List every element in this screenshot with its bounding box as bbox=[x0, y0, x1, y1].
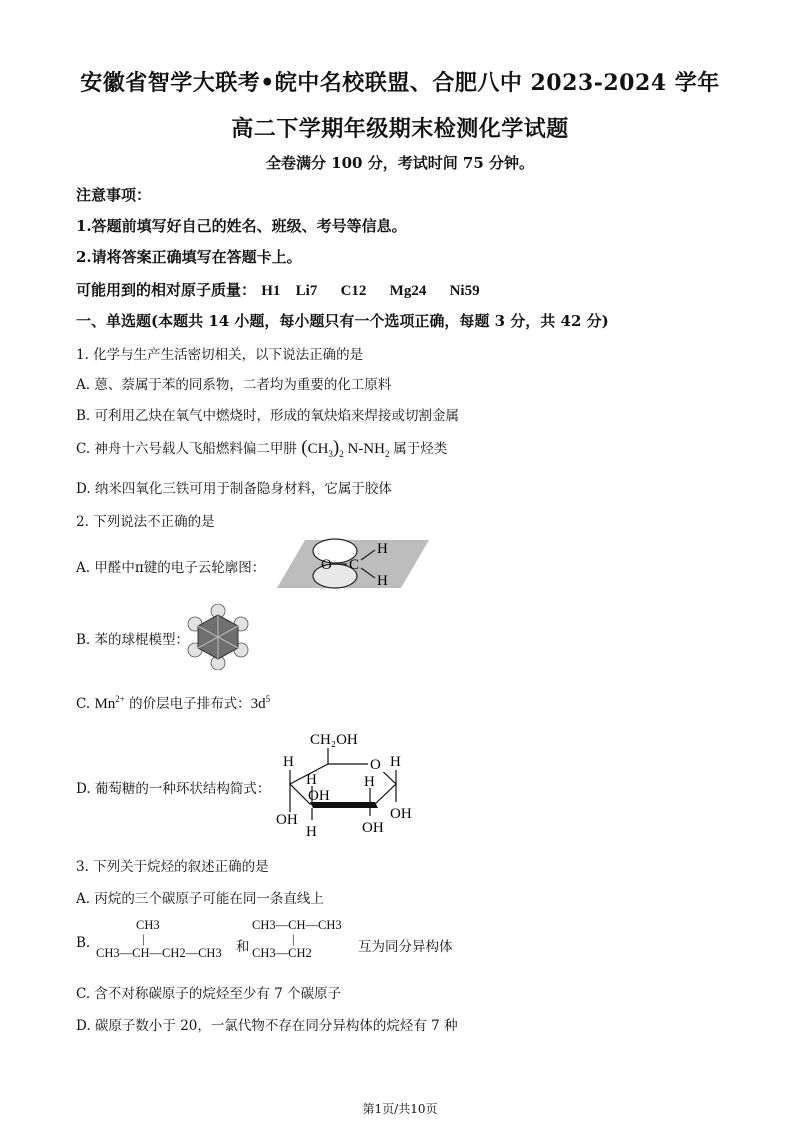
electron-config: $3d^5$ bbox=[250, 694, 271, 712]
atomic-mass-h: H1 bbox=[261, 283, 281, 299]
label-h-c3: H bbox=[306, 772, 317, 788]
label-oh-c4: OH bbox=[276, 812, 298, 828]
q1-stem: 1. 化学与生产生活密切相关，以下说法正确的是 bbox=[76, 347, 364, 363]
q1-option-c bbox=[76, 437, 447, 459]
q1-option-b: B. 可利用乙炔在氧气中燃烧时，形成的氧炔焰来焊接或切割金属 bbox=[76, 408, 460, 424]
q2-option-a: A. 甲醛中π键的电子云轮廓图： bbox=[76, 560, 266, 576]
q3-option-b-and: 和 bbox=[236, 939, 250, 955]
label-oh-c1: OH bbox=[390, 806, 412, 822]
q1-option-a: A. 蒽、萘属于苯的同系物，二者均为重要的化工原料 bbox=[76, 377, 392, 393]
q2-option-b: B. 苯的球棍模型： bbox=[76, 632, 190, 648]
exam-title-line1: 安徽省智学大联考•皖中名校联盟、合肥八中 2023-2024 学年 bbox=[80, 70, 720, 96]
atom-c: C bbox=[349, 557, 360, 573]
q3-option-b-suffix: 互为同分异构体 bbox=[358, 939, 453, 955]
label-h-c4: H bbox=[283, 754, 294, 770]
q3-stem: 3. 下列关于烷烃的叙述正确的是 bbox=[76, 859, 269, 875]
atomic-mass-c: C12 bbox=[340, 283, 367, 299]
atomic-mass-li: Li7 bbox=[295, 283, 318, 299]
atomic-mass-line bbox=[76, 279, 480, 300]
q1-option-d: D. 纳米四氧化三铁可用于制备隐身材料，它属于胶体 bbox=[76, 481, 392, 497]
page-footer: 第1页/共10页 bbox=[362, 1102, 438, 1116]
label-h-c1: H bbox=[390, 754, 401, 770]
q3-molecule-1: CH3 | CH3—CH—CH2—CH3 bbox=[96, 918, 222, 960]
q2-option-c: C. $Mn^{2+}$ 的价层电子排布式：$3d^5$ bbox=[76, 694, 271, 712]
atom-o: O bbox=[321, 557, 332, 573]
atom-h-top: H bbox=[377, 541, 388, 557]
section-heading: 一、单选题(本题共 14 小题，每小题只有一个选项正确，每题 3 分，共 42 分) bbox=[76, 312, 609, 330]
q3-option-b-prefix: B. bbox=[76, 935, 91, 951]
label-ch2oh: CH₂OH bbox=[310, 732, 358, 748]
label-oh-c2: OH bbox=[362, 820, 384, 836]
atomic-mass-ni: Ni59 bbox=[449, 283, 480, 299]
q2-stem: 2. 下列说法不正确的是 bbox=[76, 514, 215, 530]
atomic-mass-label: 可能用到的相对原子质量： bbox=[76, 281, 257, 299]
label-h-c3-lower: H bbox=[306, 824, 317, 840]
mn-ion: $Mn^{2+}$ bbox=[94, 694, 125, 712]
notes-item-2: 2.请将答案正确填写在答题卡上。 bbox=[76, 248, 302, 266]
q3-option-d: D. 碳原子数小于 20，一氯代物不存在同分异构体的烷烃有 7 种 bbox=[76, 1018, 458, 1034]
glucose-ring-structure bbox=[270, 726, 430, 844]
q3-option-a: A. 丙烷的三个碳原子可能在同一条直线上 bbox=[76, 891, 324, 907]
label-h-c2: H bbox=[364, 774, 375, 790]
benzene-ball-stick-model bbox=[184, 604, 252, 670]
label-oh-c3: OH bbox=[308, 788, 330, 804]
notes-heading: 注意事项： bbox=[76, 186, 152, 204]
q2-option-d: D. 葡萄糖的一种环状结构简式： bbox=[76, 781, 271, 797]
q1-option-c-formula: $(CH_3)_2$ $N-NH_2$ bbox=[301, 437, 390, 459]
q3-molecule-2: CH3—CH—CH3 | CH3—CH2 bbox=[252, 918, 342, 960]
exam-title-line2: 高二下学期年级期末检测化学试题 bbox=[231, 116, 569, 142]
formaldehyde-pi-bond-diagram bbox=[275, 534, 435, 594]
q1-option-c-prefix: C. 神舟十六号载人飞船燃料偏二甲肼 bbox=[76, 441, 297, 457]
exam-subtitle: 全卷满分 100 分，考试时间 75 分钟。 bbox=[265, 154, 535, 172]
notes-item-1: 1.答题前填写好自己的姓名、班级、考号等信息。 bbox=[76, 217, 407, 235]
atomic-mass-mg: Mg24 bbox=[389, 283, 427, 299]
q1-option-c-suffix: 属于烃类 bbox=[393, 441, 448, 457]
q3-option-c: C. 含不对称碳原子的烷烃至少有 7 个碳原子 bbox=[76, 986, 342, 1002]
label-ring-o: O bbox=[370, 757, 381, 773]
atom-h-bottom: H bbox=[377, 573, 388, 589]
